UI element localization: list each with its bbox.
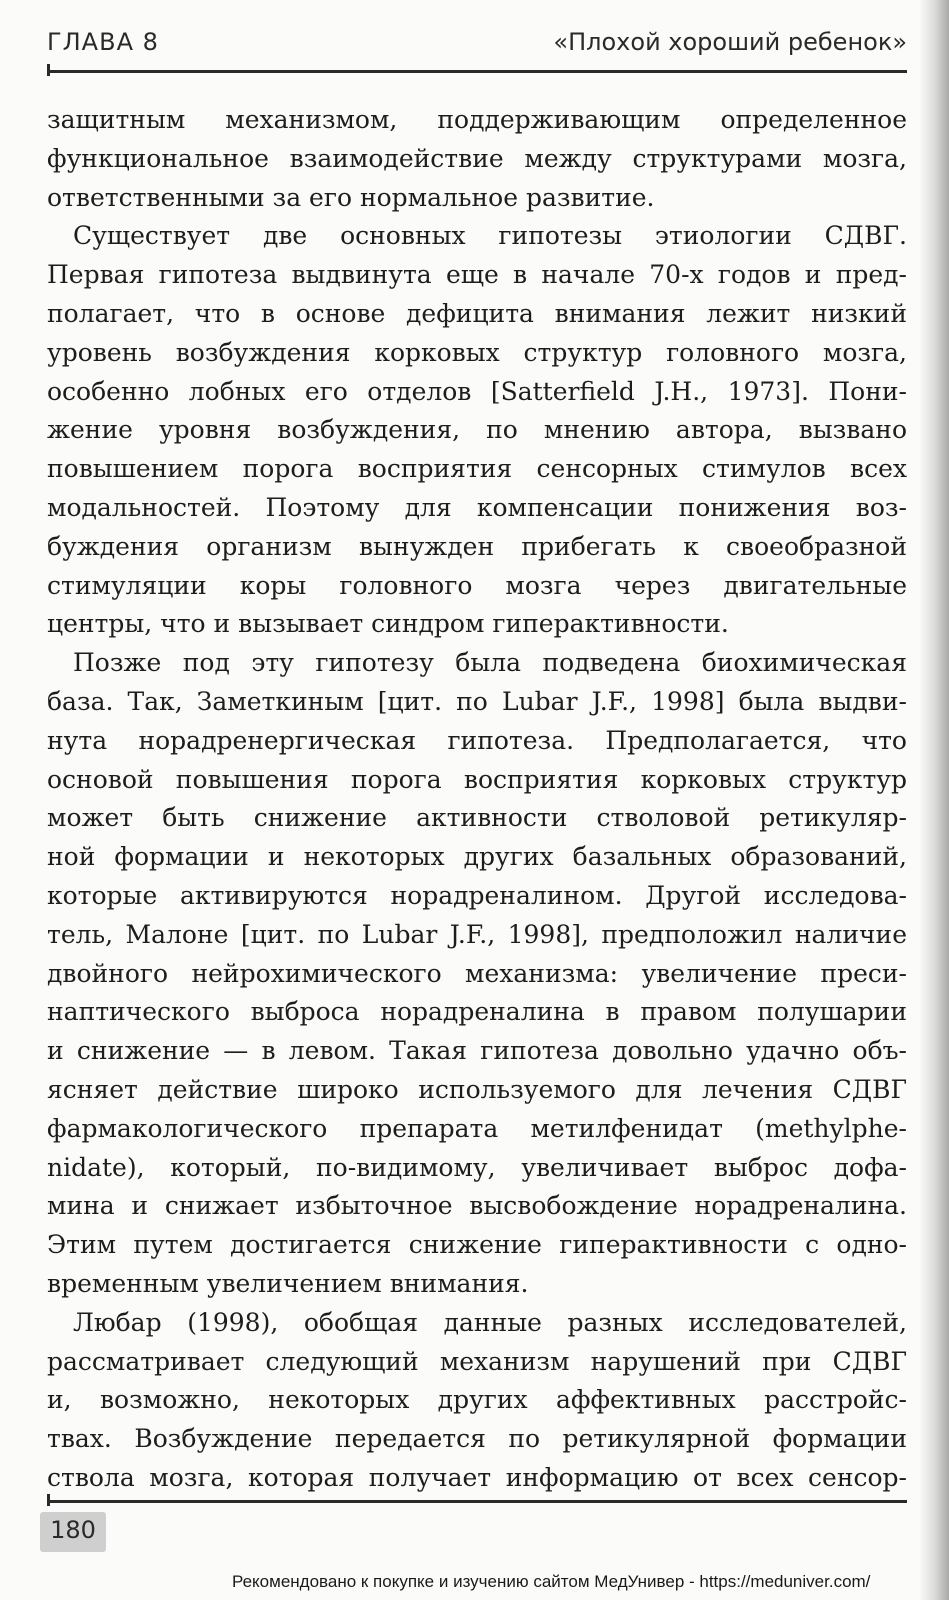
header-rule-tick (47, 64, 50, 76)
text-line: ной формации и некоторых других базальных образований, (47, 842, 907, 872)
text-line: и, возможно, некоторых других аффективных расстройс- (47, 1385, 907, 1415)
text-line: основой повышения порога восприятия корковых структур (47, 764, 907, 794)
page-edge-shadow (919, 0, 949, 1600)
text-line: временным увеличением внимания. (47, 1268, 529, 1298)
text-line: ответственными за его нормальное развитие. (47, 182, 655, 212)
text-line: функциональное взаимодействие между структурами мозга, (47, 143, 907, 173)
text-line: рассматривает следующий механизм нарушений при СДВГ (47, 1346, 907, 1376)
watermark-text: Рекомендовано к покупке и изучению сайтом МедУнивер - https://meduniver.com/ (232, 1572, 871, 1591)
text-line: ясняет действие широко используемого для лечения СДВГ (47, 1074, 907, 1104)
text-line: тель, Малоне [цит. по Lubar J.F., 1998], предположил наличие (47, 919, 907, 949)
text-line: полагает, что в основе дефицита внимания лежит низкий (47, 298, 907, 328)
text-line: уровень возбуждения корковых структур головного мозга, (47, 337, 907, 367)
text-line: Позже под эту гипотезу была подведена биохимическая (73, 648, 907, 678)
text-line: Существует две основных гипотезы этиологии СДВГ. (73, 221, 907, 251)
header-rule (47, 70, 907, 73)
text-line: стимуляции коры головного мозга через двигательные (47, 570, 907, 600)
text-line: база. Так, Заметкиным [цит. по Lubar J.F., 1998] была выдви- (47, 686, 907, 716)
text-line: центры, что и вызывает синдром гиперактивности. (47, 609, 729, 639)
page-number: 180 (50, 1516, 96, 1544)
text-line: защитным механизмом, поддерживающим определенное (47, 105, 907, 134)
text-line: может быть снижение активности стволовой ретикуляр- (47, 803, 907, 833)
text-line: которые активируются норадреналином. Другой исследова- (47, 880, 907, 910)
text-line: нута норадренергическая гипотеза. Предполагается, что (47, 725, 907, 755)
text-line: модальностей. Поэтому для компенсации понижения воз- (47, 492, 907, 522)
footer-rule-tick (47, 1494, 50, 1506)
text-line: буждения организм вынужден прибегать к своеобразной (47, 531, 907, 561)
footer-rule (47, 1500, 907, 1503)
text-line: фармакологического препарата метилфенидат (methylphe- (47, 1113, 907, 1143)
text-line: Этим путем достигается снижение гиперактивности с одно- (47, 1230, 907, 1260)
text-line: nidate), который, по-видимому, увеличивает выброс дофа- (47, 1152, 907, 1182)
text-line: жение уровня возбуждения, по мнению автора, вызвано (47, 415, 907, 445)
running-header (47, 28, 907, 64)
text-line: твах. Возбуждение передается по ретикулярной формации (47, 1424, 907, 1454)
text-line: наптического выброса норадреналина в правом полушарии (47, 997, 907, 1027)
chapter-label: ГЛАВА 8 (47, 28, 159, 56)
text-line: мина и снижает избыточное высвобождение норадреналина. (47, 1191, 907, 1221)
text-line: и снижение — в левом. Такая гипотеза довольно удачно объ- (47, 1036, 907, 1066)
page-number-box (40, 1512, 106, 1552)
text-line: Любар (1998), обобщая данные разных исследователей, (73, 1307, 907, 1337)
text-line: повышением порога восприятия сенсорных стимулов всех (47, 454, 907, 484)
text-line: Первая гипотеза выдвинута еще в начале 70-х годов и пред- (47, 260, 907, 290)
text-line: двойного нейрохимического механизма: увеличение преси- (47, 958, 907, 988)
book-title: «Плохой хороший ребенок» (553, 28, 907, 56)
text-line: особенно лобных его отделов [Satterfield J.H., 1973]. Пони- (47, 376, 907, 406)
body-text (47, 101, 907, 1498)
text-line: ствола мозга, которая получает информацию от всех сенсор- (47, 1462, 907, 1492)
